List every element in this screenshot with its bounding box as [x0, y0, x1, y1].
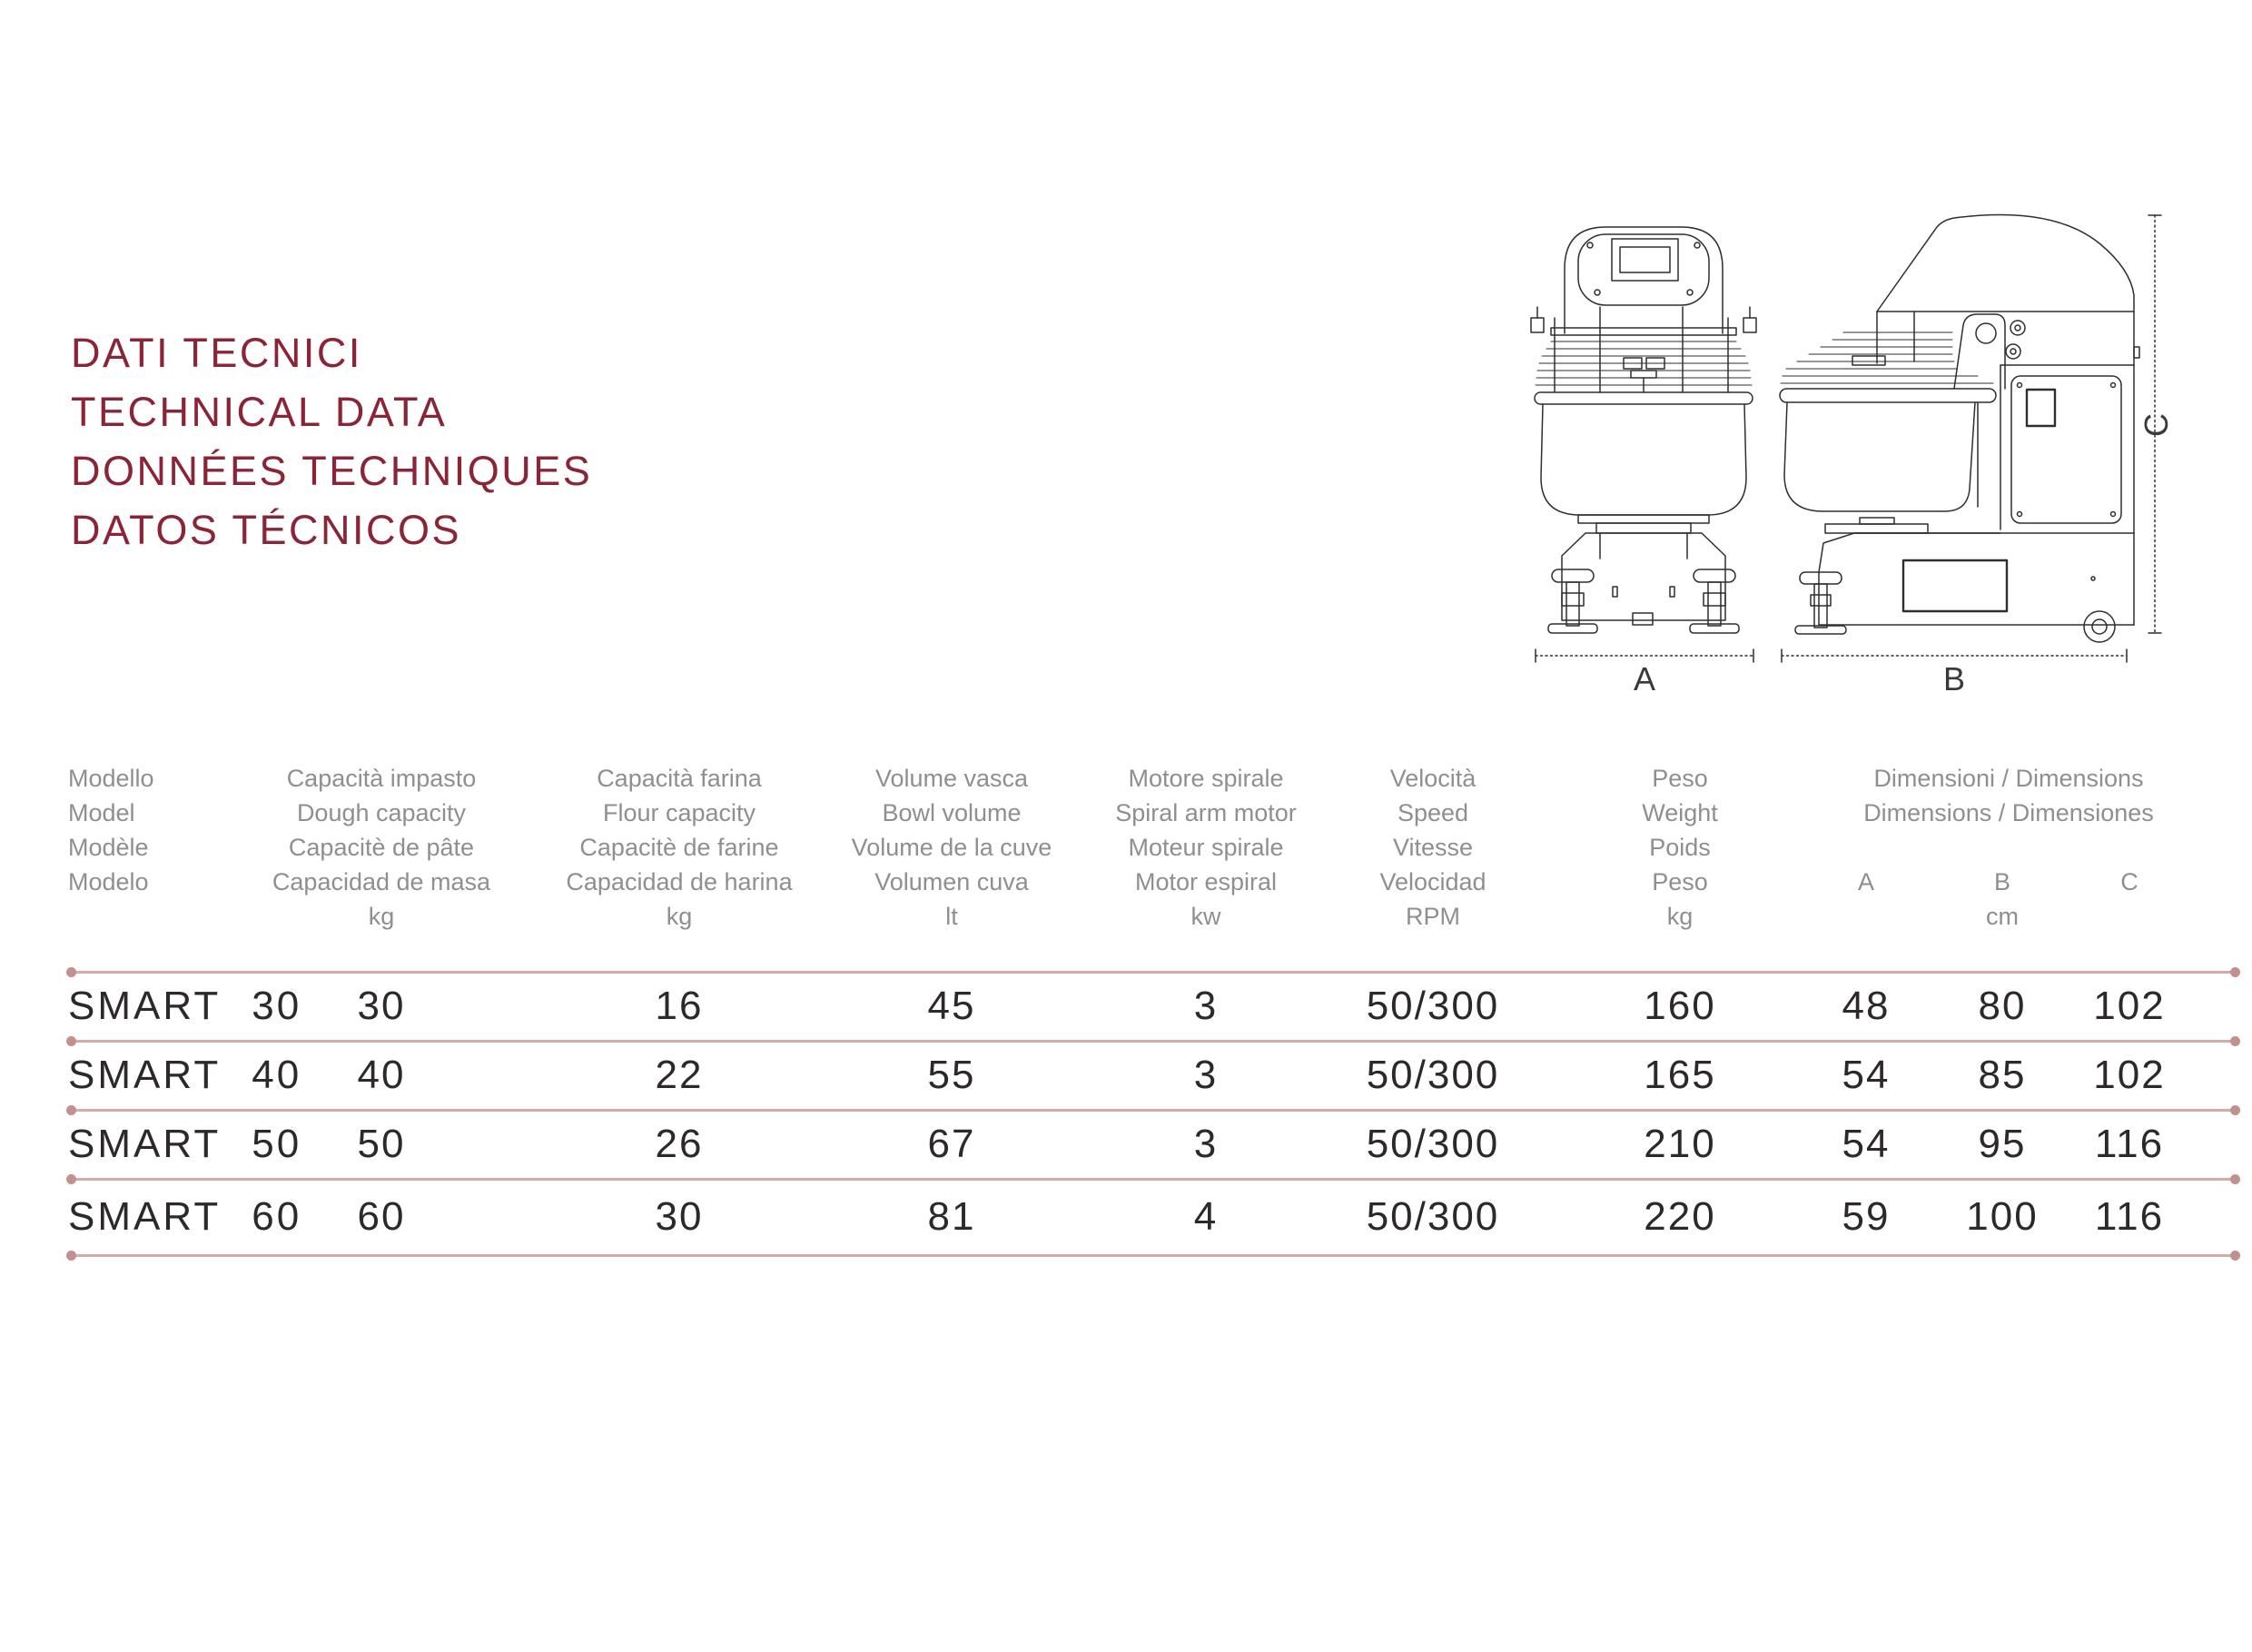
- header-line: Modèle: [68, 834, 149, 861]
- header-unit: kw: [1190, 903, 1221, 930]
- value-weight: 210: [1644, 1122, 1716, 1166]
- column-header-dimensions: [1827, 761, 2190, 830]
- table-row-smart-40: [0, 1052, 2252, 1099]
- header-line: Motore spirale: [1128, 765, 1284, 792]
- header-line: Peso: [1652, 868, 1708, 895]
- header-line: Flour capacity: [602, 799, 756, 826]
- header-line: Dimensions / Dimensiones: [1863, 799, 2154, 826]
- value-dough-capacity: 40: [357, 1053, 406, 1097]
- value-dim-b: 95: [1978, 1122, 2027, 1166]
- value-dim-b: 80: [1978, 984, 2027, 1028]
- header-line: Motor espiral: [1134, 868, 1278, 895]
- value-bowl-volume: 45: [927, 984, 976, 1028]
- header-line: Modelo: [68, 868, 149, 895]
- value-flour-capacity: 16: [655, 984, 704, 1028]
- header-line: Speed: [1397, 799, 1469, 826]
- side-view-mixer-drawing: [1780, 215, 2139, 643]
- value-dim-c: 116: [2094, 1122, 2165, 1166]
- header-line: Weight: [1642, 799, 1718, 826]
- header-line: Velocità: [1389, 765, 1477, 792]
- value-dim-b: 85: [1978, 1053, 2027, 1097]
- value-dim-a: 59: [1842, 1194, 1891, 1239]
- title-line-es: DATOS TÉCNICOS: [71, 507, 462, 553]
- header-line: Capacità impasto: [286, 765, 477, 792]
- header-line: Capacitè de farine: [579, 834, 779, 861]
- header-unit: kg: [368, 903, 395, 930]
- header-line: Peso: [1652, 765, 1708, 792]
- value-dim-c: 116: [2094, 1194, 2165, 1239]
- row-divider: [68, 1178, 2238, 1181]
- value-bowl-volume: 55: [927, 1053, 976, 1097]
- header-line: Dimensioni / Dimensions: [1873, 765, 2144, 792]
- title-line-fr: DONNÉES TECHNIQUES: [71, 448, 593, 494]
- header-unit: kg: [666, 903, 693, 930]
- header-line: Poids: [1649, 834, 1711, 861]
- dimension-label-a: A: [1633, 660, 1656, 697]
- column-header-flour-capacity: [543, 761, 815, 934]
- value-flour-capacity: 26: [655, 1122, 704, 1166]
- value-speed: 50/300: [1366, 984, 1500, 1028]
- dimensions-unit: cm: [1986, 903, 2019, 930]
- dimension-sub-header-a: A: [1857, 868, 1874, 895]
- dimension-sub-header-c: C: [2120, 868, 2138, 895]
- dimension-label-b: B: [1942, 660, 1966, 697]
- value-weight: 220: [1644, 1194, 1716, 1239]
- value-dough-capacity: 50: [357, 1122, 406, 1166]
- header-line: Velocidad: [1379, 868, 1487, 895]
- header-line: Capacidad de harina: [566, 868, 793, 895]
- value-dim-c: 102: [2093, 1053, 2166, 1097]
- model-name: SMART: [68, 1053, 222, 1097]
- header-line: Volumen cuva: [874, 868, 1029, 895]
- value-motor-power: 4: [1193, 1194, 1219, 1239]
- value-speed: 50/300: [1366, 1194, 1500, 1239]
- value-dim-a: 48: [1842, 984, 1891, 1028]
- title-line-en: TECHNICAL DATA: [71, 389, 448, 435]
- title-line-it: DATI TECNICI: [71, 330, 362, 376]
- value-dim-b: 100: [1966, 1194, 2039, 1239]
- header-unit: RPM: [1406, 903, 1460, 930]
- value-weight: 160: [1644, 984, 1716, 1028]
- value-speed: 50/300: [1366, 1053, 1500, 1097]
- header-unit: kg: [1666, 903, 1694, 930]
- value-speed: 50/300: [1366, 1122, 1500, 1166]
- value-dim-a: 54: [1842, 1122, 1891, 1166]
- header-line: Capacitè de pâte: [288, 834, 475, 861]
- table-row-smart-50: [0, 1121, 2252, 1168]
- model-size: 30: [252, 984, 302, 1028]
- row-divider: [68, 971, 2238, 974]
- value-weight: 165: [1644, 1053, 1716, 1097]
- row-divider: [68, 1040, 2238, 1043]
- model-size: 40: [252, 1053, 302, 1097]
- column-header-weight: [1544, 761, 1816, 934]
- header-line: Vitesse: [1392, 834, 1474, 861]
- value-motor-power: 3: [1193, 984, 1219, 1028]
- header-line: Model: [68, 799, 135, 826]
- header-line: Capacidad de masa: [272, 868, 491, 895]
- header-line: Dough capacity: [296, 799, 467, 826]
- header-line: Bowl volume: [882, 799, 1022, 826]
- column-header-bowl-volume: [815, 761, 1088, 934]
- table-row-smart-60: [0, 1193, 2252, 1241]
- header-line: Capacità farina: [597, 765, 762, 792]
- row-divider: [68, 1109, 2238, 1112]
- value-dim-c: 102: [2093, 984, 2166, 1028]
- table-row-smart-30: [0, 983, 2252, 1030]
- row-divider: [68, 1254, 2238, 1257]
- front-view-mixer-drawing: [1531, 227, 1756, 633]
- front-right-foot: [1690, 569, 1739, 633]
- model-name: SMART: [68, 984, 222, 1028]
- value-bowl-volume: 67: [927, 1122, 976, 1166]
- dimension-sub-header-b: B: [1993, 868, 2010, 895]
- model-size: 50: [252, 1122, 302, 1166]
- value-motor-power: 3: [1193, 1122, 1219, 1166]
- value-dough-capacity: 30: [357, 984, 406, 1028]
- value-flour-capacity: 30: [655, 1194, 704, 1239]
- header-line: Spiral arm motor: [1115, 799, 1297, 826]
- column-header-dough-capacity: [245, 761, 518, 934]
- model-size: 60: [252, 1194, 302, 1239]
- value-bowl-volume: 81: [927, 1194, 976, 1239]
- header-line: Moteur spirale: [1128, 834, 1284, 861]
- value-dim-a: 54: [1842, 1053, 1891, 1097]
- header-line: Volume de la cuve: [851, 834, 1052, 861]
- model-name: SMART: [68, 1122, 222, 1166]
- dimension-lines: [1536, 215, 2161, 662]
- page-title: [71, 323, 592, 559]
- value-flour-capacity: 22: [655, 1053, 704, 1097]
- front-left-foot: [1548, 569, 1597, 633]
- technical-drawings: [1498, 182, 2252, 708]
- header-line: Modello: [68, 765, 154, 792]
- header-line: Volume vasca: [874, 765, 1029, 792]
- dimension-label-c: C: [2138, 413, 2175, 437]
- value-dough-capacity: 60: [357, 1194, 406, 1239]
- value-motor-power: 3: [1193, 1053, 1219, 1097]
- column-header-speed: [1297, 761, 1569, 934]
- header-unit: lt: [945, 903, 958, 930]
- model-name: SMART: [68, 1194, 222, 1239]
